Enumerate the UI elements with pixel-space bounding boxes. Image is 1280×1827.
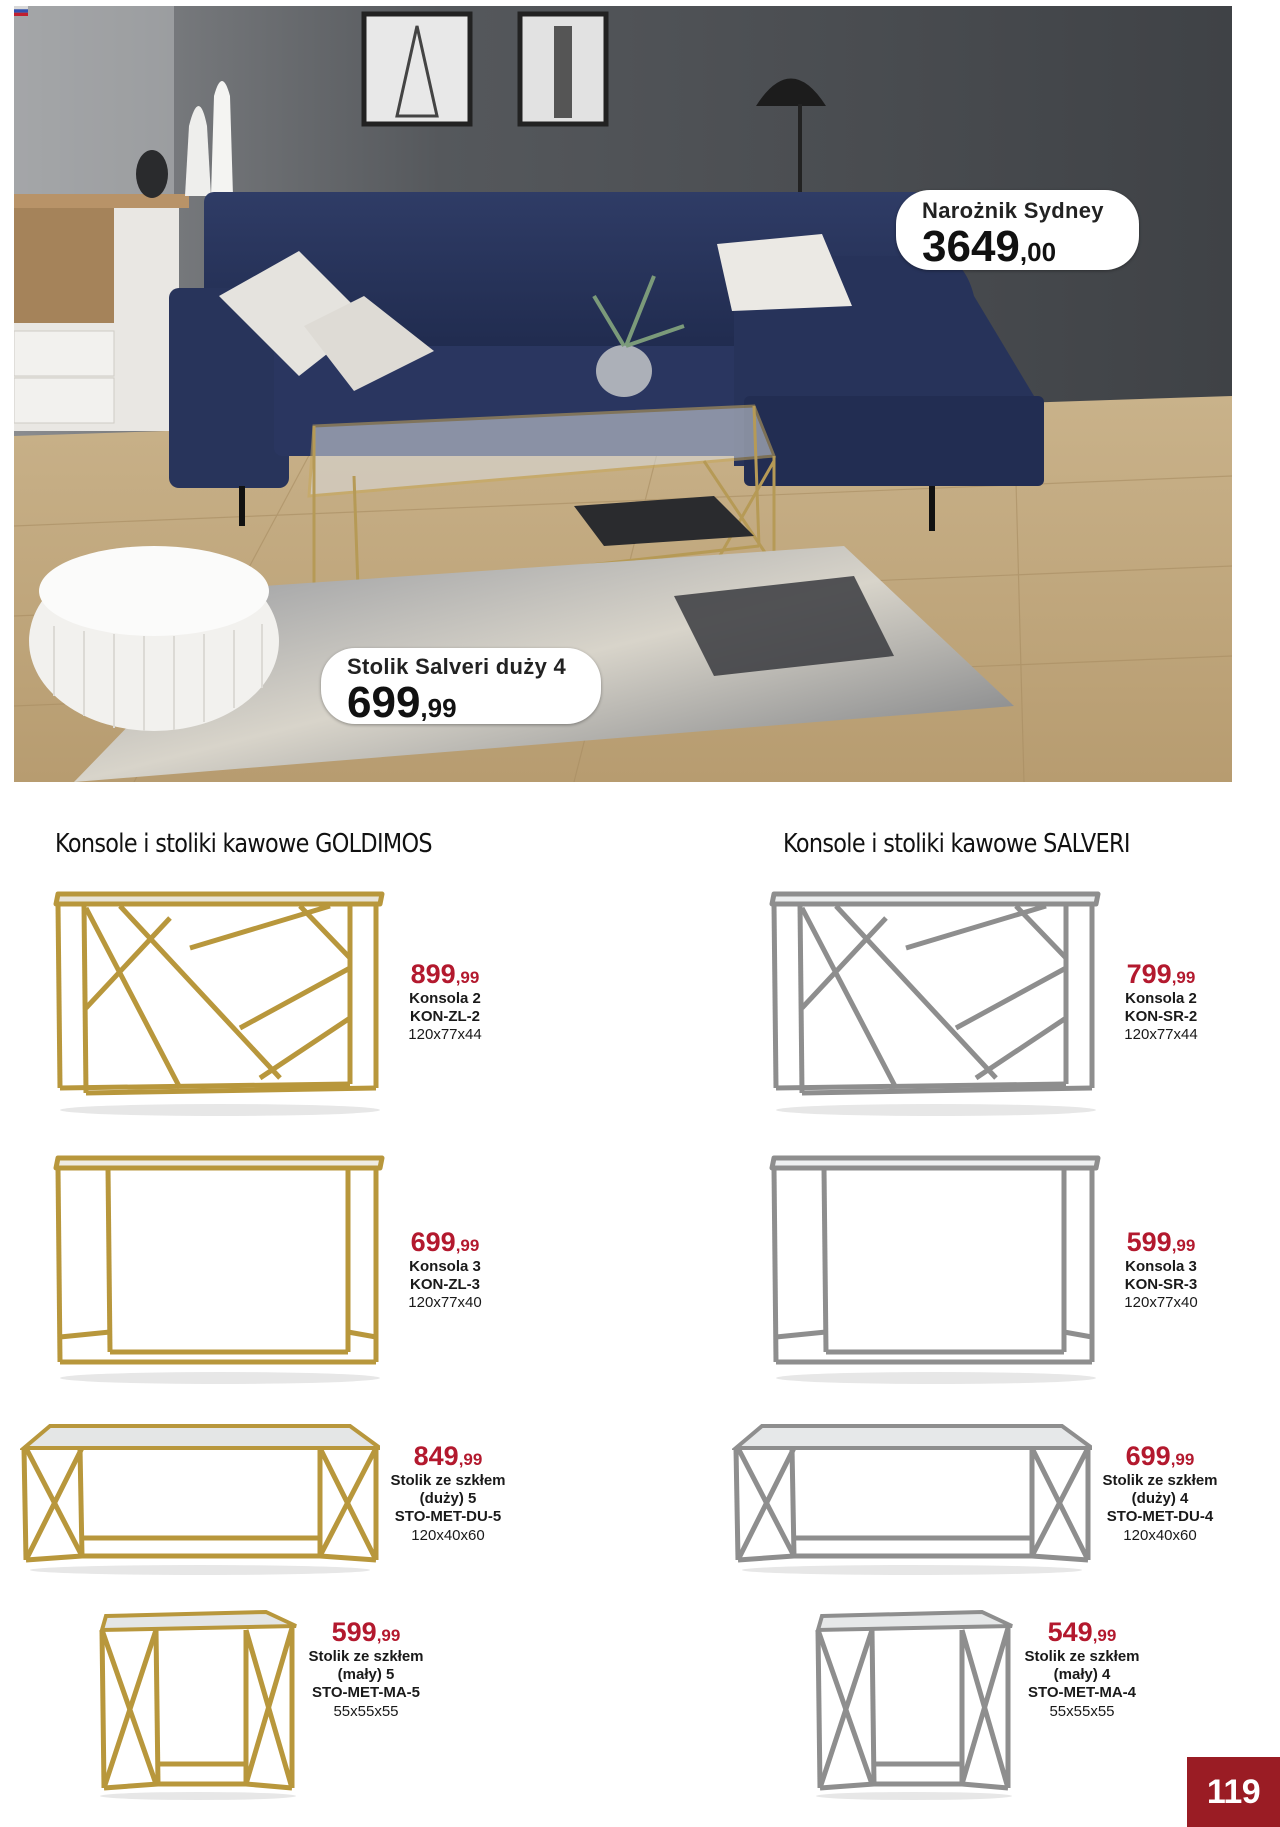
flag-icon xyxy=(14,6,28,16)
price-main: 849 xyxy=(413,1441,459,1471)
product-dimensions: 120x40x60 xyxy=(1123,1526,1197,1544)
product-code: STO-MET-MA-4 xyxy=(1027,1684,1137,1702)
table-price-main: 699 xyxy=(347,678,421,727)
product-code: STO-MET-DU-5 xyxy=(394,1508,502,1526)
price-main: 899 xyxy=(410,959,456,989)
product-code: STO-MET-MA-5 xyxy=(311,1684,421,1702)
product-name: Konsola 3 xyxy=(409,1257,481,1275)
product-dimensions: 55x55x55 xyxy=(1049,1702,1115,1720)
product-info xyxy=(296,1618,436,1721)
silver-coffee-table-big-image xyxy=(732,1420,1092,1580)
product-info xyxy=(378,1442,518,1545)
product-name: Stolik ze szkłem xyxy=(1024,1647,1140,1665)
table-price-cents: ,99 xyxy=(420,693,457,723)
gold-side-table-small-image xyxy=(96,1604,306,1804)
table-price xyxy=(347,680,575,726)
product-code: KON-ZL-2 xyxy=(410,1007,480,1025)
product-sto-met-ma-5[interactable] xyxy=(96,1604,456,1804)
product-dimensions: 55x55x55 xyxy=(333,1702,399,1720)
living-room-illustration xyxy=(14,6,1232,782)
product-code: STO-MET-DU-4 xyxy=(1106,1508,1214,1526)
product-dimensions: 120x77x40 xyxy=(408,1294,482,1312)
product-info xyxy=(385,960,505,1045)
price-cents: ,99 xyxy=(458,1450,483,1469)
gold-coffee-table-big-image xyxy=(20,1420,380,1580)
silver-console-3-image xyxy=(766,1152,1106,1392)
product-dimensions: 120x40x60 xyxy=(411,1526,485,1544)
price-main: 699 xyxy=(1125,1441,1171,1471)
table-price-tag xyxy=(321,648,601,727)
product-info xyxy=(1101,960,1221,1045)
price-main: 599 xyxy=(1126,1227,1172,1257)
section-title-goldimos: Konsole i stoliki kawowe GOLDIMOS xyxy=(55,829,432,859)
price-main: 699 xyxy=(410,1227,456,1257)
price-cents: ,99 xyxy=(1171,968,1196,987)
product-size: (duży) 4 xyxy=(1131,1489,1189,1507)
price-cents: ,99 xyxy=(1171,1236,1196,1255)
silver-console-2-image xyxy=(766,888,1106,1128)
product-dimensions: 120x77x44 xyxy=(1124,1026,1198,1044)
sofa-price-main: 3649 xyxy=(922,222,1020,271)
price-cents: ,99 xyxy=(455,968,480,987)
product-sto-met-du-5[interactable] xyxy=(20,1420,530,1580)
price xyxy=(1101,960,1221,990)
sofa-price xyxy=(922,224,1113,270)
product-dimensions: 120x77x40 xyxy=(1124,1294,1198,1312)
product-name: Konsola 3 xyxy=(1125,1257,1197,1275)
product-kon-sr-2[interactable] xyxy=(766,888,1216,1128)
product-code: KON-SR-2 xyxy=(1124,1007,1198,1025)
sofa-price-cents: ,00 xyxy=(1019,237,1057,267)
price-cents: ,99 xyxy=(455,1236,480,1255)
product-kon-zl-3[interactable] xyxy=(50,1152,500,1392)
price xyxy=(378,1442,518,1472)
hero-photo xyxy=(14,6,1232,782)
price xyxy=(296,1618,436,1648)
price xyxy=(385,960,505,990)
sofa-name: Narożnik Sydney xyxy=(922,198,1104,223)
product-name: Konsola 2 xyxy=(409,989,481,1007)
gold-console-2-image xyxy=(50,888,390,1128)
page-number-badge: 119 xyxy=(1187,1757,1280,1827)
product-info xyxy=(1101,1228,1221,1313)
product-kon-sr-3[interactable] xyxy=(766,1152,1216,1392)
price xyxy=(1101,1228,1221,1258)
silver-side-table-small-image xyxy=(812,1604,1022,1804)
sofa-price-tag xyxy=(896,190,1139,270)
product-dimensions: 120x77x44 xyxy=(408,1026,482,1044)
product-info xyxy=(1012,1618,1152,1721)
price xyxy=(1012,1618,1152,1648)
product-name: Stolik ze szkłem xyxy=(308,1647,424,1665)
product-name: Konsola 2 xyxy=(1125,989,1197,1007)
product-size: (duży) 5 xyxy=(419,1489,477,1507)
product-info xyxy=(1090,1442,1230,1545)
price-cents: ,99 xyxy=(1092,1626,1117,1645)
product-sto-met-du-4[interactable] xyxy=(732,1420,1242,1580)
price xyxy=(385,1228,505,1258)
product-size: (mały) 4 xyxy=(1053,1665,1111,1683)
product-kon-zl-2[interactable] xyxy=(50,888,500,1128)
price-cents: ,99 xyxy=(1170,1450,1195,1469)
price-main: 549 xyxy=(1047,1617,1093,1647)
table-name: Stolik Salveri duży 4 xyxy=(347,654,567,679)
price-main: 599 xyxy=(331,1617,377,1647)
product-code: KON-SR-3 xyxy=(1124,1275,1198,1293)
gold-console-3-image xyxy=(50,1152,390,1392)
product-name: Stolik ze szkłem xyxy=(390,1471,506,1489)
product-info xyxy=(385,1228,505,1313)
section-title-salveri: Konsole i stoliki kawowe SALVERI xyxy=(783,829,1130,859)
product-name: Stolik ze szkłem xyxy=(1102,1471,1218,1489)
price-main: 799 xyxy=(1126,959,1172,989)
price-cents: ,99 xyxy=(376,1626,401,1645)
product-sto-met-ma-4[interactable] xyxy=(812,1604,1172,1804)
product-code: KON-ZL-3 xyxy=(410,1275,480,1293)
product-size: (mały) 5 xyxy=(337,1665,395,1683)
price xyxy=(1090,1442,1230,1472)
